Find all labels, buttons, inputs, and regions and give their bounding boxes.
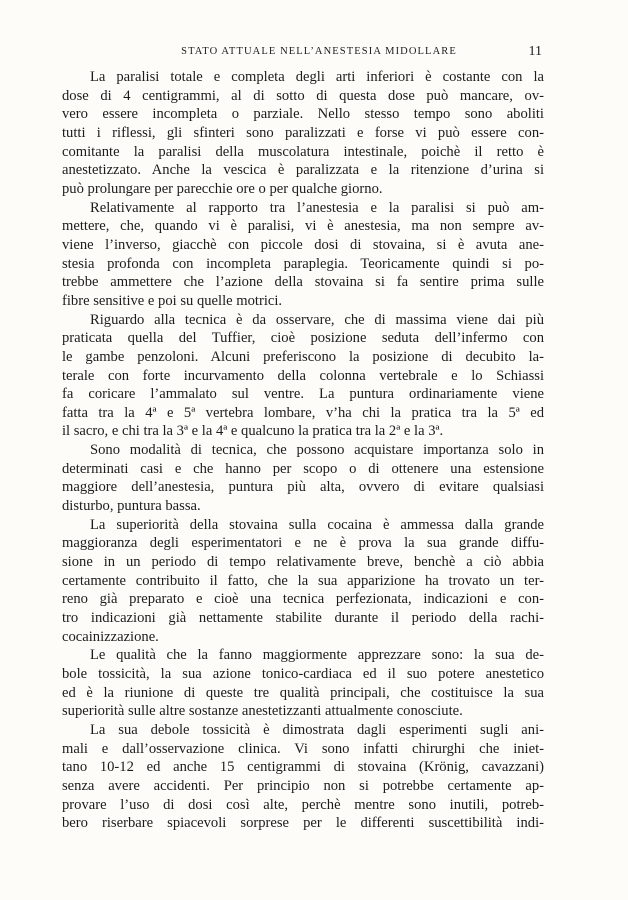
text-line: bero riserbare spiacevoli sorprese per le differenti suscettibilità indi- (62, 815, 544, 832)
text-line: tro indicazioni già nettamente stabilite durante il periodo della rachi- (62, 610, 544, 627)
text-line: ed è la riunione di queste tre qualità principali, che costituisce la sua (62, 684, 544, 701)
text-line: fa coricare l’ammalato sul ventre. La puntura ordinariamente viene (62, 386, 544, 403)
text-line: dose di 4 centigrammi, al di sotto di questa dose può mancare, ov- (62, 87, 544, 104)
text-line: maggiore dell’anestesia, puntura più alta, ovvero di evitare qualsiasi (62, 479, 544, 496)
text-line: maggioranza degli esperimentatori e ne è prova la sua grande diffu- (62, 535, 544, 552)
text-line: fatta tra la 4ª e 5ª vertebra lombare, v’ha chi la pratica tra la 5ª ed (62, 404, 544, 421)
text-line: La sua debole tossicità è dimostrata dagli esperimenti sugli ani- (90, 721, 544, 738)
running-header (96, 44, 542, 62)
text-line: provare l’uso di dosi così alte, perchè mentre sono inutili, potreb- (62, 796, 544, 813)
text-line: La paralisi totale e completa degli arti inferiori è costante con la (90, 69, 544, 85)
text-line: Relativamente al rapporto tra l’anestesia e la paralisi si può am- (90, 199, 544, 216)
text-line: Sono modalità di tecnica, che possono acquistare importanza solo in (90, 442, 544, 459)
text-line: fibre sensitive e poi su quelle motrici. (62, 292, 283, 309)
text-line: vero essere incompleta o parziale. Nello stesso tempo sono aboliti (62, 106, 544, 123)
text-line: comitante la paralisi della muscolatura intestinale, poichè il retto è (62, 143, 544, 160)
text-line: mettere, che, quando vi è paralisi, vi è anestesia, ma non sempre av- (62, 218, 544, 235)
text-line: trebbe ammettere che l’azione della stovaina si fa sentire prima sulle (62, 274, 544, 291)
paragraph (62, 721, 544, 833)
text-line: senza avere accidenti. Per principio non si potrebbe certamente ap- (62, 777, 544, 794)
text-line: certamente contribuito il fatto, che la sua apparizione ha trovato un ter- (62, 572, 544, 589)
text-line: il sacro, e chi tra la 3ª e la 4ª e qualcuno la pratica tra la 2ª e la 3ª. (62, 423, 444, 440)
paragraph (62, 199, 544, 311)
text-line: le gambe penzoloni. Alcuni preferiscono la posizione di decubito la- (62, 348, 544, 365)
text-line: La superiorità della stovaina sulla cocaina è ammessa dalla grande (90, 516, 544, 533)
text-line: sione in un periodo di tempo relativamente breve, benchè a ciò abbia (62, 554, 544, 571)
text-line: anestetizzato. Anche la vescica è paralizzata e la ritenzione d’urina si (62, 162, 544, 179)
text-line: può prolungare per parecchie ore o per qualche giorno. (62, 180, 383, 197)
text-line: cocainizzazione. (62, 628, 159, 645)
text-line: mali e dall’osservazione clinica. Vi sono infatti chirurghi che iniet- (62, 740, 544, 757)
body-text (62, 68, 544, 833)
running-head-title: STATO ATTUALE NELL’ANESTESIA MIDOLLARE (181, 46, 457, 57)
paragraph (62, 311, 544, 442)
text-line: tano 10-12 ed anche 15 centigrammi di stovaina (Krönig, cavazzani) (62, 759, 544, 776)
paragraph (62, 441, 544, 516)
text-line: bole tossicità, la sua azione tonico-cardiaca ed il suo potere anestetico (62, 666, 544, 682)
text-line: stesia profonda con incompleta paraplegia. Teoricamente quindi si po- (62, 255, 544, 272)
page-number: 11 (528, 44, 542, 59)
paragraph (62, 516, 544, 647)
paragraph (62, 68, 544, 199)
text-line: Riguardo alla tecnica è da osservare, che di massima viene dai più (90, 311, 544, 328)
text-line: reno già preparato e cioè una tecnica perfezionata, indicazioni e con- (62, 591, 544, 608)
text-line: praticata quella del Tuffier, cioè posizione seduta dell’infermo con (62, 330, 544, 347)
text-line: determinati casi e che hanno per scopo o di ottenere una estensione (62, 460, 544, 477)
text-line: disturbo, puntura bassa. (62, 498, 201, 515)
text-line: viene l’inverso, giacchè con piccole dosi di stovaina, si è avuta ane- (62, 236, 544, 253)
text-line: terale con forte incurvamento della colonna vertebrale e lo Schiassi (62, 367, 544, 384)
text-line: Le qualità che la fanno maggiormente apprezzare sono: la sua de- (90, 647, 544, 664)
text-line: superiorità sulle altre sostanze anestetizzanti attualmente conosciute. (62, 703, 463, 720)
text-line: tutti i riflessi, gli sfinteri sono paralizzati e forse vi può essere con- (62, 124, 544, 141)
paragraph (62, 646, 544, 721)
